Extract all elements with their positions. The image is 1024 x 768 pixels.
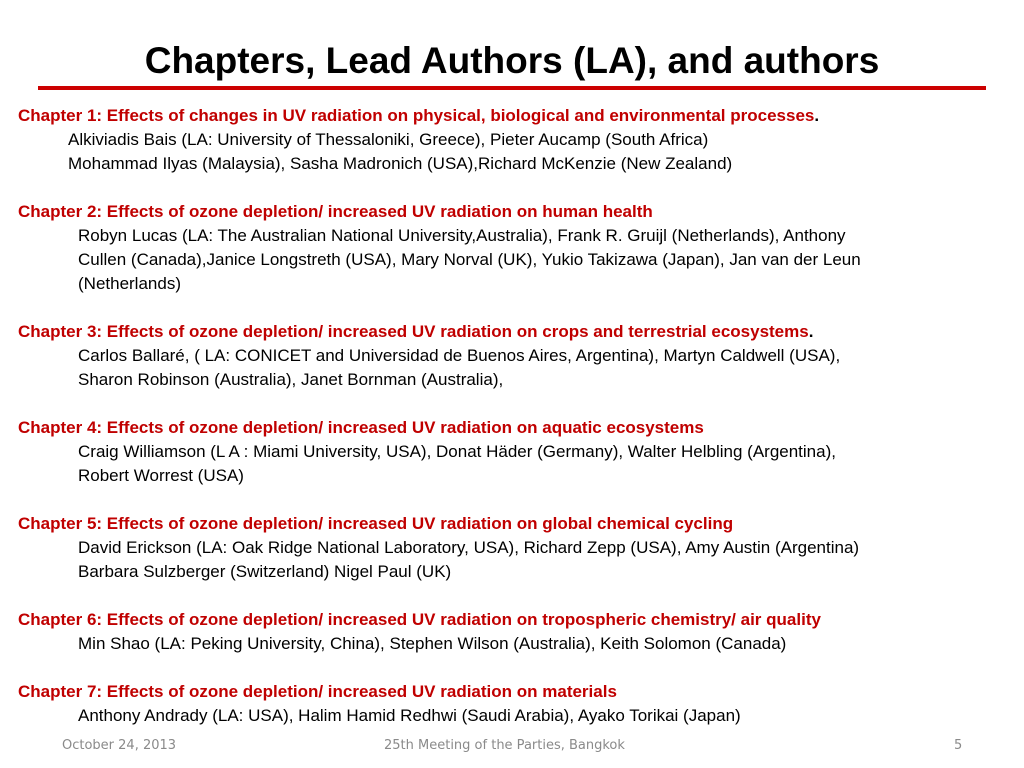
chapter-3 (18, 320, 1013, 392)
chapter-list (18, 104, 1013, 752)
title-underline (38, 86, 986, 90)
chapter-title-text: Chapter 1: Effects of changes in UV radiation on physical, biological and environmental processes (18, 106, 815, 125)
chapter-5 (18, 512, 1013, 584)
chapter-title-text: Chapter 5: Effects of ozone depletion/ increased UV radiation on global chemical cycling (18, 514, 734, 533)
chapter-6 (18, 608, 1013, 656)
chapter-authors (18, 224, 1013, 296)
chapter-title-suffix: . (814, 106, 820, 125)
chapter-title (18, 608, 1013, 632)
author-line: Craig Williamson (L A : Miami University, USA), Donat Häder (Germany), Walter Helbling (Argentina), (78, 442, 836, 461)
chapter-title-suffix: . (808, 322, 814, 341)
chapter-title-text: Chapter 4: Effects of ozone depletion/ increased UV radiation on aquatic ecosystems (18, 418, 704, 437)
author-line: Mohammad Ilyas (Malaysia), Sasha Madronich (USA),Richard McKenzie (New Zealand) (68, 154, 733, 173)
chapter-authors (18, 536, 1013, 584)
chapter-title-text: Chapter 2: Effects of ozone depletion/ increased UV radiation on human health (18, 202, 653, 221)
chapter-authors (18, 128, 1013, 176)
chapter-authors (18, 632, 1013, 656)
chapter-title (18, 104, 1013, 128)
chapter-title (18, 680, 1013, 704)
author-line: David Erickson (LA: Oak Ridge National Laboratory, USA), Richard Zepp (USA), Amy Austin (Argentina) (78, 538, 860, 557)
author-line: Min Shao (LA: Peking University, China), Stephen Wilson (Australia), Keith Solomon (Canada) (78, 634, 787, 653)
chapter-authors (18, 440, 1013, 488)
author-line: Carlos Ballaré, ( LA: CONICET and Universidad de Buenos Aires, Argentina), Martyn Caldwell (USA), (78, 346, 841, 365)
chapter-authors (18, 704, 1013, 728)
author-line: Barbara Sulzberger (Switzerland) Nigel Paul (UK) (78, 562, 452, 581)
footer-event: 25th Meeting of the Parties, Bangkok (384, 738, 625, 753)
chapter-title (18, 512, 1013, 536)
chapter-4 (18, 416, 1013, 488)
author-line: Cullen (Canada),Janice Longstreth (USA), Mary Norval (UK), Yukio Takizawa (Japan), Jan van der Leun (78, 250, 861, 269)
chapter-1 (18, 104, 1013, 176)
author-line: Robyn Lucas (LA: The Australian National University,Australia), Frank R. Gruijl (Netherlands), Anthony (78, 226, 846, 245)
chapter-authors (18, 344, 1013, 392)
chapter-title-text: Chapter 6: Effects of ozone depletion/ increased UV radiation on tropospheric chemistry/ air quality (18, 610, 821, 629)
chapter-title-text: Chapter 3: Effects of ozone depletion/ increased UV radiation on crops and terrestrial ecosystems (18, 322, 809, 341)
chapter-2 (18, 200, 1013, 296)
author-line: Sharon Robinson (Australia), Janet Bornman (Australia), (78, 370, 504, 389)
page-number: 5 (954, 738, 963, 753)
chapter-title (18, 200, 1013, 224)
author-line: Robert Worrest (USA) (78, 466, 244, 485)
chapter-7 (18, 680, 1013, 728)
chapter-title (18, 320, 1013, 344)
chapter-title-text: Chapter 7: Effects of ozone depletion/ increased UV radiation on materials (18, 682, 617, 701)
author-line: (Netherlands) (78, 274, 181, 293)
footer-date: October 24, 2013 (62, 738, 177, 753)
author-line: Anthony Andrady (LA: USA), Halim Hamid Redhwi (Saudi Arabia), Ayako Torikai (Japan) (78, 706, 741, 725)
author-line: Alkiviadis Bais (LA: University of Thessaloniki, Greece), Pieter Aucamp (South Africa) (68, 130, 709, 149)
slide-title: Chapters, Lead Authors (LA), and authors (144, 40, 880, 81)
chapter-title (18, 416, 1013, 440)
